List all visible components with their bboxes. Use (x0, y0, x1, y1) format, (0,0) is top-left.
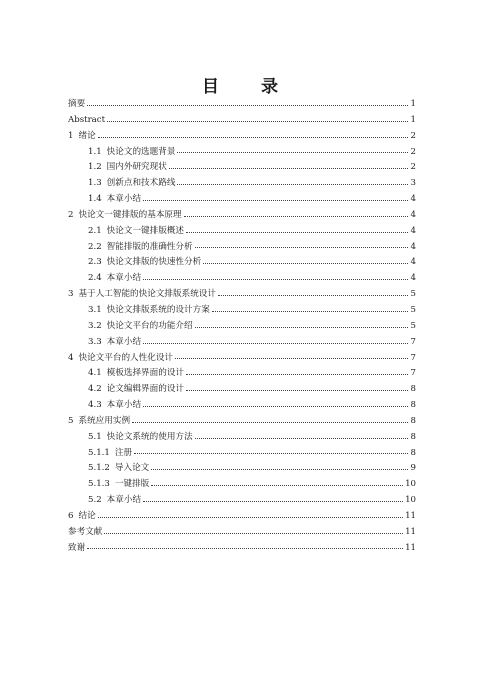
toc-entry-number: 2 (68, 209, 74, 220)
toc-entry[interactable] (68, 129, 416, 145)
toc-entry-number: 1.1 (88, 146, 102, 157)
toc-entry-page-number: 9 (410, 463, 416, 474)
toc-entry-page-number: 3 (410, 178, 416, 189)
toc-entry-number: 2.2 (88, 241, 102, 252)
toc-entry[interactable] (68, 351, 416, 367)
toc-entry-page-number: 8 (410, 447, 416, 458)
toc-dot-leader (143, 500, 403, 502)
toc-entry-page-number: 4 (410, 194, 416, 205)
toc-dot-leader (151, 484, 403, 486)
toc-entry[interactable] (68, 271, 416, 287)
toc-entry-number: 5.1.1 (88, 447, 110, 458)
toc-dot-leader (186, 389, 408, 391)
toc-entry[interactable] (68, 335, 416, 351)
toc-dot-leader (195, 326, 408, 328)
toc-entry-number: 1.4 (88, 194, 102, 205)
toc-entry-page-number: 10 (405, 495, 416, 506)
toc-entry[interactable] (68, 255, 416, 271)
toc-entry[interactable] (68, 366, 416, 382)
toc-entry-page-number: 5 (410, 320, 416, 331)
toc-entry[interactable] (68, 240, 416, 256)
toc-entry-title: 本章小结 (106, 495, 142, 506)
toc-entry-title: 快论文的选题背景 (106, 146, 176, 157)
toc-dot-leader (195, 437, 408, 439)
toc-entry-title: 快论文一键排版的基本原理 (78, 209, 182, 220)
toc-entry[interactable] (68, 461, 416, 477)
toc-entry-page-number: 7 (410, 352, 416, 363)
toc-dot-leader (175, 357, 408, 359)
toc-entry-page-number: 8 (410, 400, 416, 411)
toc-entry-page-number: 4 (410, 241, 416, 252)
toc-entry-number: 3.3 (88, 336, 102, 347)
toc-dot-leader (218, 294, 408, 296)
toc-entry-number: 2.4 (88, 273, 102, 284)
toc-entry[interactable] (68, 303, 416, 319)
toc-entry-title: 本章小结 (106, 194, 142, 205)
toc-dot-leader (87, 104, 408, 106)
toc-entry-page-number: 10 (405, 479, 416, 490)
toc-title: 目 录 (202, 77, 296, 97)
toc-entry-page-number: 5 (410, 289, 416, 300)
toc-dot-leader (143, 405, 408, 407)
toc-dot-leader (87, 547, 403, 549)
toc-entry-page-number: 7 (410, 336, 416, 347)
toc-entry[interactable] (68, 446, 416, 462)
toc-list (68, 97, 416, 556)
toc-dot-leader (177, 151, 408, 153)
toc-entry-title: 绪论 (78, 130, 96, 141)
toc-entry-number: 2.1 (88, 225, 102, 236)
toc-entry-title: 快论文排版的快速性分析 (106, 257, 202, 268)
toc-entry-title: 系统应用实例 (78, 415, 131, 426)
toc-entry-number: 3.1 (88, 304, 102, 315)
toc-dot-leader (134, 452, 408, 454)
toc-entry[interactable] (68, 398, 416, 414)
toc-dot-leader (132, 421, 408, 423)
toc-entry[interactable] (68, 430, 416, 446)
toc-entry-title: 导入论文 (114, 463, 150, 474)
toc-entry-number: 3 (68, 289, 74, 300)
toc-entry[interactable] (68, 319, 416, 335)
toc-entry-number: 1 (68, 130, 74, 141)
toc-entry-page-number: 8 (410, 384, 416, 395)
toc-entry-page-number: 4 (410, 257, 416, 268)
toc-entry-page-number: 2 (410, 130, 416, 141)
toc-entry-title: 结论 (78, 510, 96, 521)
toc-entry[interactable] (68, 113, 416, 129)
toc-entry-title: 本章小结 (106, 273, 142, 284)
toc-entry[interactable] (68, 160, 416, 176)
toc-entry-title: 快论文平台的功能介绍 (106, 320, 193, 331)
toc-entry-page-number: 11 (405, 526, 416, 537)
toc-dot-leader (151, 468, 408, 470)
toc-entry-title: 本章小结 (106, 336, 142, 347)
toc-entry-page-number: 4 (410, 225, 416, 236)
toc-entry-title: 摘要 (68, 99, 86, 109)
toc-entry-page-number: 5 (410, 304, 416, 315)
toc-dot-leader (177, 183, 408, 185)
toc-entry-title: 快论文一键排版概述 (106, 225, 185, 236)
toc-entry-number: 4.2 (88, 384, 102, 395)
toc-entry-title: 本章小结 (106, 400, 142, 411)
toc-dot-leader (184, 215, 408, 217)
toc-entry-title: 模板选择界面的设计 (106, 368, 185, 379)
toc-entry-page-number: 4 (410, 209, 416, 220)
toc-entry-number: 5.2 (88, 495, 102, 506)
toc-entry-page-number: 4 (410, 273, 416, 284)
toc-entry-number: 2.3 (88, 257, 102, 268)
toc-entry-title: 智能排版的准确性分析 (106, 241, 193, 252)
toc-entry-number: 4 (68, 352, 74, 363)
toc-entry-title: 基于人工智能的快论文排版系统设计 (78, 289, 216, 300)
toc-entry-number: 5.1.2 (88, 463, 110, 474)
toc-dot-leader (169, 167, 408, 169)
toc-entry-title: 注册 (114, 447, 133, 458)
toc-entry-title: 一键排版 (114, 479, 150, 490)
toc-entry-title: 参考文献 (68, 526, 103, 537)
toc-entry[interactable] (68, 382, 416, 398)
toc-entry[interactable] (68, 493, 416, 509)
toc-entry-number: 1.2 (88, 162, 102, 173)
toc-entry[interactable] (68, 287, 416, 303)
toc-entry[interactable] (68, 541, 416, 557)
toc-entry-page-number: 1 (410, 99, 416, 109)
toc-entry-page-number: 2 (410, 162, 416, 173)
toc-entry-number: 5 (68, 415, 74, 426)
toc-dot-leader (107, 120, 408, 122)
toc-entry-title: 快论文平台的人性化设计 (78, 352, 174, 363)
toc-dot-leader (195, 246, 408, 248)
toc-entry[interactable] (68, 224, 416, 240)
toc-entry-title: 快论文排版系统的设计方案 (106, 304, 210, 315)
toc-entry-page-number: 11 (405, 510, 416, 521)
toc-entry-title: 致谢 (68, 542, 86, 553)
toc-entry-page-number: 1 (410, 114, 416, 125)
toc-dot-leader (104, 532, 403, 534)
toc-entry-page-number: 11 (405, 542, 416, 553)
toc-entry-number: 1.3 (88, 178, 102, 189)
toc-entry-number: 5.1 (88, 431, 102, 442)
toc-entry[interactable] (68, 176, 416, 192)
toc-entry[interactable] (68, 97, 416, 113)
toc-entry-title: Abstract (68, 114, 106, 125)
toc-dot-leader (98, 136, 408, 138)
toc-entry-page-number: 8 (410, 415, 416, 426)
toc-entry-page-number: 7 (410, 368, 416, 379)
toc-entry[interactable] (68, 208, 416, 224)
toc-entry[interactable] (68, 192, 416, 208)
toc-dot-leader (186, 373, 408, 375)
toc-dot-leader (212, 310, 408, 312)
toc-entry-number: 4.1 (88, 368, 102, 379)
toc-dot-leader (143, 278, 408, 280)
toc-dot-leader (143, 342, 408, 344)
toc-entry-title: 论文编辑界面的设计 (106, 384, 185, 395)
toc-entry[interactable] (68, 477, 416, 493)
toc-dot-leader (98, 516, 403, 518)
toc-entry[interactable] (68, 145, 416, 161)
toc-entry-number: 3.2 (88, 320, 102, 331)
toc-entry-number: 5.1.3 (88, 479, 110, 490)
toc-entry-number: 4.3 (88, 400, 102, 411)
toc-entry[interactable] (68, 509, 416, 525)
toc-entry-title: 国内外研究现状 (106, 162, 167, 173)
toc-dot-leader (143, 199, 408, 201)
toc-dot-leader (186, 231, 408, 233)
toc-entry-title: 创新点和技术路线 (106, 178, 176, 189)
toc-entry-page-number: 2 (410, 146, 416, 157)
toc-entry-title: 快论文系统的使用方法 (106, 431, 193, 442)
toc-dot-leader (203, 262, 408, 264)
toc-entry-number: 6 (68, 510, 74, 521)
toc-entry-page-number: 8 (410, 431, 416, 442)
toc-entry[interactable] (68, 414, 416, 430)
toc-entry[interactable] (68, 525, 416, 541)
